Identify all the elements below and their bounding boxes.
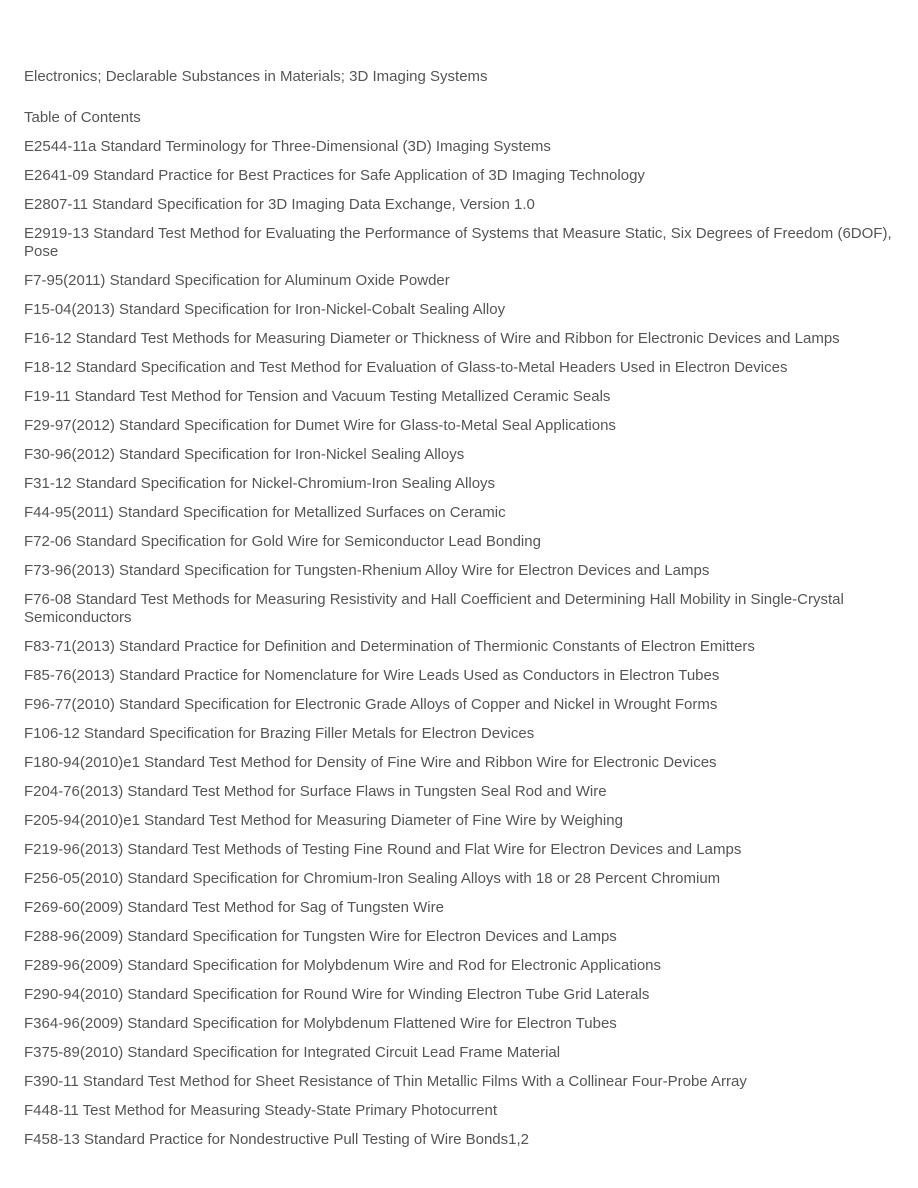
toc-entry: F375-89(2010) Standard Specification for Integrated Circuit Lead Frame Material <box>24 1044 561 1061</box>
toc-entry: F83-71(2013) Standard Practice for Definition and Determination of Thermionic Constants of Electron Emitters <box>24 638 755 655</box>
toc-entry: F290-94(2010) Standard Specification for Round Wire for Winding Electron Tube Grid Laterals <box>24 986 650 1003</box>
toc-entry: F180-94(2010)e1 Standard Test Method for Density of Fine Wire and Ribbon Wire for Electronic Devices <box>24 754 717 771</box>
subject-line: Electronics; Declarable Substances in Materials; 3D Imaging Systems <box>24 68 488 85</box>
toc-entry: F31-12 Standard Specification for Nickel-Chromium-Iron Sealing Alloys <box>24 475 496 492</box>
toc-entry: E2807-11 Standard Specification for 3D Imaging Data Exchange, Version 1.0 <box>24 196 535 213</box>
toc-list <box>24 138 892 1149</box>
toc-entry: F204-76(2013) Standard Test Method for Surface Flaws in Tungsten Seal Rod and Wire <box>24 783 607 800</box>
toc-entry: E2919-13 Standard Test Method for Evaluating the Performance of Systems that Measure Static, Six Degrees of Freedom (6DOF), Pose <box>24 225 892 260</box>
toc-entry: F219-96(2013) Standard Test Methods of Testing Fine Round and Flat Wire for Electron Devices and Lamps <box>24 841 742 858</box>
document-page <box>24 68 892 1160</box>
toc-entry: F256-05(2010) Standard Specification for Chromium-Iron Sealing Alloys with 18 or 28 Percent Chromium <box>24 870 721 887</box>
toc-entry: F19-11 Standard Test Method for Tension and Vacuum Testing Metallized Ceramic Seals <box>24 388 611 405</box>
toc-entry: F18-12 Standard Specification and Test Method for Evaluation of Glass-to-Metal Headers Used in Electron Devices <box>24 359 788 376</box>
toc-entry: F106-12 Standard Specification for Brazing Filler Metals for Electron Devices <box>24 725 535 742</box>
toc-entry: F96-77(2010) Standard Specification for Electronic Grade Alloys of Copper and Nickel in Wrought Forms <box>24 696 718 713</box>
toc-entry: F30-96(2012) Standard Specification for Iron-Nickel Sealing Alloys <box>24 446 465 463</box>
toc-entry: F73-96(2013) Standard Specification for Tungsten-Rhenium Alloy Wire for Electron Devices and Lamps <box>24 562 710 579</box>
toc-entry: F16-12 Standard Test Methods for Measuring Diameter or Thickness of Wire and Ribbon for Electronic Devices and Lamps <box>24 330 840 347</box>
toc-entry: F458-13 Standard Practice for Nondestructive Pull Testing of Wire Bonds1,2 <box>24 1131 529 1148</box>
toc-entry: F7-95(2011) Standard Specification for Aluminum Oxide Powder <box>24 272 450 289</box>
toc-entry: F44-95(2011) Standard Specification for Metallized Surfaces on Ceramic <box>24 504 506 521</box>
toc-entry: F15-04(2013) Standard Specification for Iron-Nickel-Cobalt Sealing Alloy <box>24 301 506 318</box>
toc-entry: F85-76(2013) Standard Practice for Nomenclature for Wire Leads Used as Conductors in Electron Tubes <box>24 667 720 684</box>
toc-entry: F269-60(2009) Standard Test Method for Sag of Tungsten Wire <box>24 899 444 916</box>
toc-entry: F448-11 Test Method for Measuring Steady-State Primary Photocurrent <box>24 1102 498 1119</box>
toc-entry: F289-96(2009) Standard Specification for Molybdenum Wire and Rod for Electronic Applications <box>24 957 662 974</box>
toc-entry: E2641-09 Standard Practice for Best Practices for Safe Application of 3D Imaging Technology <box>24 167 645 184</box>
toc-entry: F390-11 Standard Test Method for Sheet Resistance of Thin Metallic Films With a Collinear Four-Probe Array <box>24 1073 747 1090</box>
toc-entry: F76-08 Standard Test Methods for Measuring Resistivity and Hall Coefficient and Determining Hall Mobility in Single-Crystal Semiconductors <box>24 591 844 626</box>
toc-heading: Table of Contents <box>24 109 141 126</box>
toc-entry: F288-96(2009) Standard Specification for Tungsten Wire for Electron Devices and Lamps <box>24 928 617 945</box>
toc-entry: F29-97(2012) Standard Specification for Dumet Wire for Glass-to-Metal Seal Applications <box>24 417 616 434</box>
toc-entry: F364-96(2009) Standard Specification for Molybdenum Flattened Wire for Electron Tubes <box>24 1015 617 1032</box>
toc-entry: F205-94(2010)e1 Standard Test Method for Measuring Diameter of Fine Wire by Weighing <box>24 812 623 829</box>
toc-entry: E2544-11a Standard Terminology for Three-Dimensional (3D) Imaging Systems <box>24 138 551 155</box>
toc-entry: F72-06 Standard Specification for Gold Wire for Semiconductor Lead Bonding <box>24 533 541 550</box>
